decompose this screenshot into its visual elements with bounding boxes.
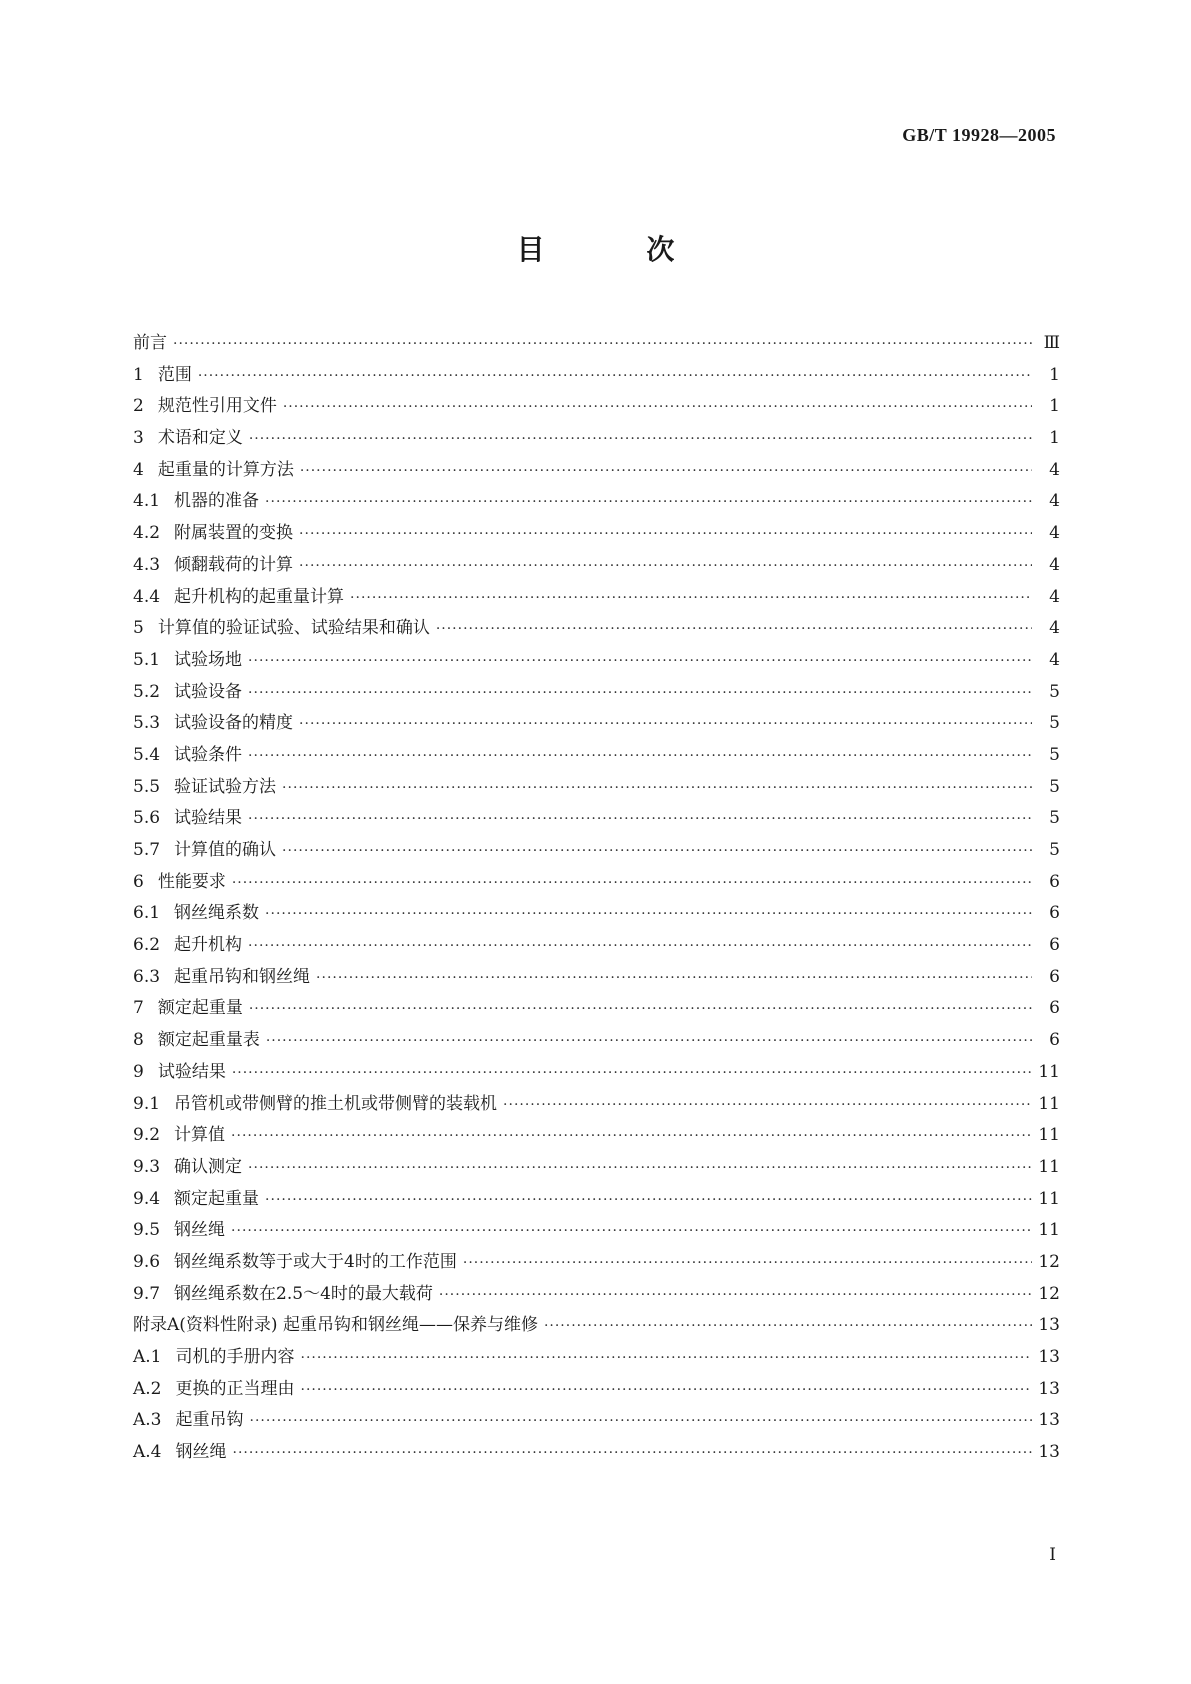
toc-entry-number: 6.3 xyxy=(133,966,161,987)
toc-entry-number: 8 xyxy=(133,1030,144,1051)
toc-leader-dots xyxy=(232,1058,1032,1090)
toc-leader-dots xyxy=(266,1026,1032,1058)
toc-entry-number: A.1 xyxy=(133,1347,162,1367)
toc-entry-number: 7 xyxy=(133,998,144,1019)
toc-entry-number: 9 xyxy=(133,1061,144,1082)
toc-entry[interactable] xyxy=(133,772,1060,804)
toc-entry-page: 6 xyxy=(1049,1030,1060,1051)
toc-entry[interactable] xyxy=(133,1342,1060,1374)
toc-leader-dots xyxy=(233,1438,1033,1470)
toc-entry-page: 13 xyxy=(1038,1378,1060,1399)
toc-leader-dots xyxy=(265,1185,1032,1217)
toc-entry[interactable] xyxy=(133,803,1060,835)
toc-entry-title: 附录A(资料性附录) 起重吊钩和钢丝绳——保养与维修 xyxy=(133,1315,538,1336)
toc-entry-page: 5 xyxy=(1049,776,1060,797)
toc-entry-title: 计算值的确认 xyxy=(174,840,277,860)
toc-leader-dots xyxy=(439,1280,1032,1312)
toc-leader-dots xyxy=(248,741,1032,773)
toc-entry-page: 4 xyxy=(1049,523,1060,544)
toc-entry-page: 6 xyxy=(1049,935,1060,956)
toc-entry-title: 试验结果 xyxy=(157,1061,226,1082)
toc-entry-number: 5.7 xyxy=(133,840,161,860)
toc-entry-number: 6.1 xyxy=(133,903,161,924)
toc-entry-title: 起升机构 xyxy=(174,935,243,956)
toc-leader-dots xyxy=(231,1121,1032,1153)
toc-entry-number: 4.1 xyxy=(133,491,161,512)
toc-entry-page: 6 xyxy=(1049,903,1060,924)
toc-leader-dots xyxy=(250,1406,1033,1438)
toc-entry-page: 6 xyxy=(1049,966,1060,987)
toc-entry-page: 11 xyxy=(1038,1125,1060,1146)
toc-entry-number: 9.5 xyxy=(133,1220,161,1241)
toc-entry-number: 5 xyxy=(133,618,144,639)
toc-entry[interactable] xyxy=(133,645,1060,677)
toc-leader-dots xyxy=(436,614,1032,646)
toc-entry-page: 5 xyxy=(1049,713,1060,734)
toc-entry[interactable] xyxy=(133,677,1060,709)
toc-entry[interactable] xyxy=(133,1152,1060,1184)
toc-leader-dots xyxy=(265,899,1032,931)
toc-entry-number: 5.4 xyxy=(133,744,161,765)
toc-leader-dots xyxy=(198,361,1032,393)
toc-entry-page: 11 xyxy=(1038,1156,1060,1177)
toc-entry-title: 附属装置的变换 xyxy=(174,523,294,544)
toc-entry-title: 范围 xyxy=(157,364,192,385)
toc-entry-title: 额定起重量 xyxy=(174,1188,260,1209)
toc-entry[interactable] xyxy=(133,1374,1060,1406)
toc-entry-number: 9.3 xyxy=(133,1156,161,1177)
toc-entry-title: 额定起重量表 xyxy=(157,1030,260,1051)
toc-entry-number: 1 xyxy=(133,364,144,385)
toc-leader-dots xyxy=(232,868,1032,900)
toc-entry-page: 13 xyxy=(1038,1410,1060,1431)
toc-entry[interactable] xyxy=(133,518,1060,550)
toc-leader-dots xyxy=(301,1343,1033,1375)
toc-leader-dots xyxy=(283,392,1032,424)
toc-entry-number: 5.5 xyxy=(133,776,161,797)
toc-entry[interactable] xyxy=(133,360,1060,392)
toc-entry[interactable] xyxy=(133,328,1060,360)
toc-entry-page: 1 xyxy=(1049,428,1060,449)
toc-entry-page: 1 xyxy=(1049,364,1060,385)
table-of-contents xyxy=(133,328,1060,1469)
toc-entry-title: 吊管机或带侧臂的推土机或带侧臂的装载机 xyxy=(174,1093,498,1114)
toc-entry[interactable] xyxy=(133,1247,1060,1279)
toc-entry-page: 4 xyxy=(1049,649,1060,670)
toc-entry-title: 计算值的验证试验、试验结果和确认 xyxy=(157,618,430,639)
toc-entry-page: 6 xyxy=(1049,871,1060,892)
toc-entry-page: 5 xyxy=(1049,840,1060,860)
toc-entry-title: 前言 xyxy=(133,333,167,353)
toc-entry-page: 4 xyxy=(1049,618,1060,639)
toc-leader-dots xyxy=(249,424,1032,456)
toc-entry-number: A.2 xyxy=(133,1378,162,1399)
toc-entry-number: 9.1 xyxy=(133,1093,161,1114)
toc-entry-number: 3 xyxy=(133,428,144,449)
toc-leader-dots xyxy=(316,963,1032,995)
toc-entry-title: 计算值 xyxy=(174,1125,226,1146)
toc-entry-title: 试验场地 xyxy=(174,649,243,670)
toc-leader-dots xyxy=(248,1153,1032,1185)
toc-entry-page: 13 xyxy=(1038,1315,1060,1336)
toc-entry-number: 5.2 xyxy=(133,681,161,702)
toc-entry[interactable] xyxy=(133,835,1060,867)
toc-entry-number: 4 xyxy=(133,459,144,480)
toc-leader-dots xyxy=(299,519,1032,551)
toc-entry-title: 试验设备 xyxy=(174,681,243,702)
toc-entry-title: 钢丝绳 xyxy=(175,1442,227,1463)
toc-entry-number: 6.2 xyxy=(133,935,161,956)
toc-entry[interactable] xyxy=(133,993,1060,1025)
toc-entry[interactable] xyxy=(133,550,1060,582)
toc-entry-page: 4 xyxy=(1049,586,1060,607)
toc-entry-page: 5 xyxy=(1049,744,1060,765)
toc-entry[interactable] xyxy=(133,898,1060,930)
toc-entry-title: 更换的正当理由 xyxy=(175,1378,295,1399)
toc-entry-page: 5 xyxy=(1049,681,1060,702)
toc-entry[interactable] xyxy=(133,1215,1060,1247)
toc-entry[interactable] xyxy=(133,1025,1060,1057)
toc-entry-title: 术语和定义 xyxy=(157,428,243,449)
toc-entry[interactable] xyxy=(133,1310,1060,1342)
toc-entry-number: A.4 xyxy=(133,1442,162,1463)
toc-leader-dots xyxy=(299,709,1032,741)
toc-entry-title: 确认测定 xyxy=(174,1156,243,1177)
toc-entry-page: Ⅲ xyxy=(1043,333,1060,353)
toc-entry[interactable] xyxy=(133,1120,1060,1152)
toc-entry-number: 4.2 xyxy=(133,523,161,544)
toc-entry-title: 起重吊钩 xyxy=(175,1410,244,1431)
toc-entry[interactable] xyxy=(133,613,1060,645)
toc-leader-dots xyxy=(248,646,1032,678)
toc-entry[interactable] xyxy=(133,1437,1060,1469)
toc-leader-dots xyxy=(282,773,1032,805)
toc-leader-dots xyxy=(231,1216,1032,1248)
toc-entry-title: 验证试验方法 xyxy=(174,776,277,797)
toc-entry[interactable] xyxy=(133,1279,1060,1311)
toc-entry-page: 13 xyxy=(1038,1347,1060,1367)
toc-entry-number: 2 xyxy=(133,396,144,417)
toc-entry-number: 9.7 xyxy=(133,1283,161,1304)
toc-entry-title: 额定起重量 xyxy=(157,998,243,1019)
toc-entry[interactable] xyxy=(133,1405,1060,1437)
toc-entry[interactable] xyxy=(133,962,1060,994)
toc-entry-title: 性能要求 xyxy=(157,871,226,892)
toc-leader-dots xyxy=(173,329,1032,361)
page-number: Ⅰ xyxy=(1049,1545,1056,1564)
toc-entry[interactable] xyxy=(133,867,1060,899)
toc-leader-dots xyxy=(265,487,1032,519)
toc-leader-dots xyxy=(248,804,1032,836)
toc-entry-title: 倾翻载荷的计算 xyxy=(174,554,294,575)
standard-code: GB/T 19928—2005 xyxy=(902,125,1056,145)
toc-entry-title: 钢丝绳 xyxy=(174,1220,226,1241)
toc-entry[interactable] xyxy=(133,455,1060,487)
toc-leader-dots xyxy=(249,994,1032,1026)
toc-entry-number: 4.4 xyxy=(133,586,161,607)
toc-entry-page: 13 xyxy=(1038,1442,1060,1463)
toc-entry-page: 11 xyxy=(1038,1188,1060,1209)
toc-entry-page: 1 xyxy=(1049,396,1060,417)
toc-entry-page: 4 xyxy=(1049,459,1060,480)
toc-entry-page: 6 xyxy=(1049,998,1060,1019)
toc-entry-title: 试验条件 xyxy=(174,744,243,765)
toc-entry-page: 11 xyxy=(1038,1220,1060,1241)
toc-entry-page: 12 xyxy=(1038,1283,1060,1304)
toc-entry-title: 钢丝绳系数 xyxy=(174,903,260,924)
toc-entry-number: 9.4 xyxy=(133,1188,161,1209)
toc-entry[interactable] xyxy=(133,930,1060,962)
toc-leader-dots xyxy=(301,1375,1033,1407)
toc-entry[interactable] xyxy=(133,423,1060,455)
toc-entry-title: 规范性引用文件 xyxy=(157,396,277,417)
toc-leader-dots xyxy=(248,678,1032,710)
toc-entry-title: 起重吊钩和钢丝绳 xyxy=(174,966,311,987)
toc-entry[interactable] xyxy=(133,1184,1060,1216)
toc-entry-number: 6 xyxy=(133,871,144,892)
toc-entry-number: 5.6 xyxy=(133,808,161,829)
toc-entry-title: 试验设备的精度 xyxy=(174,713,294,734)
toc-entry[interactable] xyxy=(133,1089,1060,1121)
toc-entry-title: 钢丝绳系数在2.5～4时的最大载荷 xyxy=(174,1283,433,1304)
toc-leader-dots xyxy=(300,456,1032,488)
toc-entry-title: 司机的手册内容 xyxy=(175,1347,295,1367)
toc-leader-dots xyxy=(248,931,1032,963)
toc-leader-dots xyxy=(544,1311,1032,1343)
toc-leader-dots xyxy=(463,1248,1032,1280)
toc-entry-number: 5.1 xyxy=(133,649,161,670)
toc-entry-title: 机器的准备 xyxy=(174,491,260,512)
toc-entry[interactable] xyxy=(133,391,1060,423)
toc-entry-number: 9.2 xyxy=(133,1125,161,1146)
toc-entry-page: 4 xyxy=(1049,491,1060,512)
toc-entry[interactable] xyxy=(133,1057,1060,1089)
toc-entry-page: 12 xyxy=(1038,1251,1060,1272)
toc-entry[interactable] xyxy=(133,582,1060,614)
toc-entry-page: 11 xyxy=(1038,1093,1060,1114)
toc-entry[interactable] xyxy=(133,708,1060,740)
toc-entry-number: 4.3 xyxy=(133,554,161,575)
toc-leader-dots xyxy=(350,583,1032,615)
toc-leader-dots xyxy=(282,836,1032,868)
page-title: 目 次 xyxy=(516,233,721,266)
toc-entry-title: 试验结果 xyxy=(174,808,243,829)
toc-entry-title: 起重量的计算方法 xyxy=(157,459,294,480)
toc-entry-page: 5 xyxy=(1049,808,1060,829)
toc-entry-title: 起升机构的起重量计算 xyxy=(174,586,345,607)
toc-entry-number: A.3 xyxy=(133,1410,162,1431)
toc-leader-dots xyxy=(299,551,1032,583)
toc-entry-title: 钢丝绳系数等于或大于4时的工作范围 xyxy=(174,1251,457,1272)
toc-entry-number: 9.6 xyxy=(133,1251,161,1272)
toc-entry-page: 4 xyxy=(1049,554,1060,575)
toc-entry-number: 5.3 xyxy=(133,713,161,734)
toc-entry-page: 11 xyxy=(1038,1061,1060,1082)
toc-entry[interactable] xyxy=(133,486,1060,518)
toc-entry[interactable] xyxy=(133,740,1060,772)
toc-leader-dots xyxy=(503,1090,1032,1122)
